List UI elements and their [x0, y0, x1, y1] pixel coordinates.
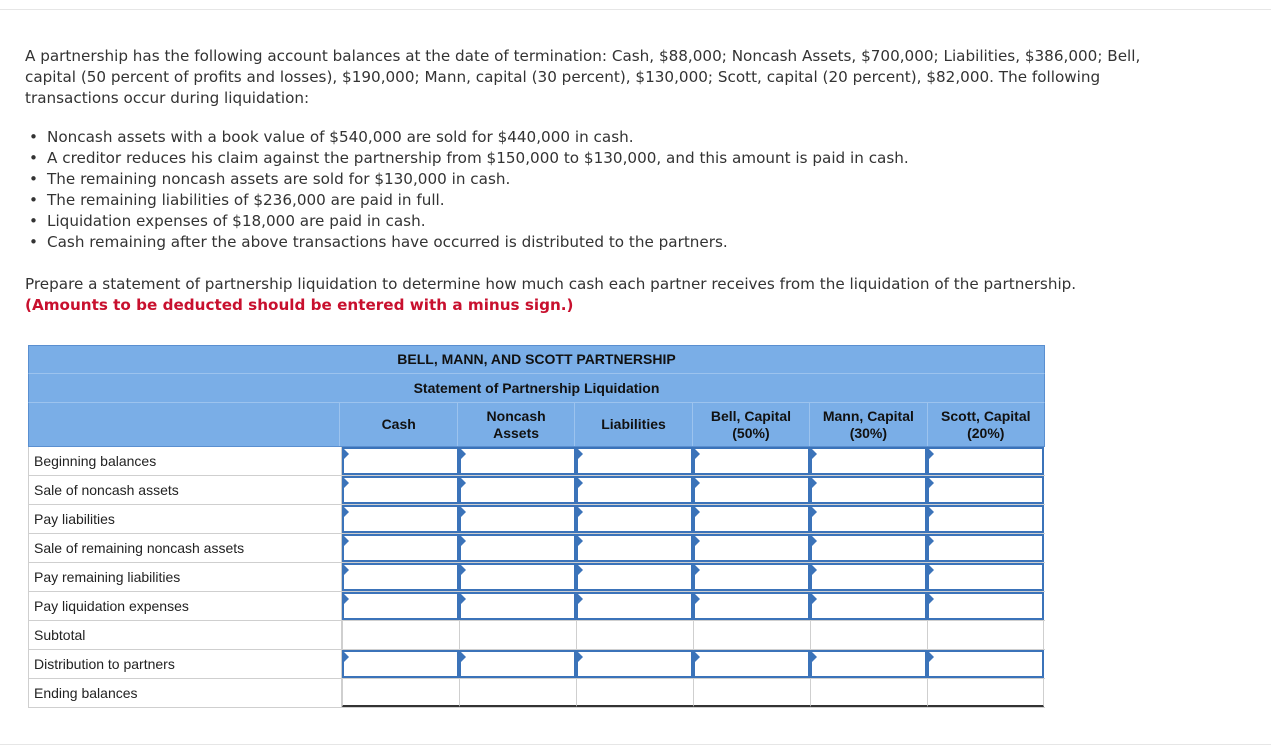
- row-label: Pay liabilities: [28, 505, 342, 533]
- liabilities-input[interactable]: [576, 534, 693, 562]
- cash-cell: [342, 476, 459, 504]
- liabilities-cell: [576, 447, 693, 475]
- column-header-scott: [927, 403, 1044, 446]
- mann-capital-input[interactable]: [810, 447, 927, 475]
- bottom-divider: [0, 744, 1271, 745]
- bell-capital-cell: [693, 592, 810, 620]
- input-marker-icon: [578, 652, 583, 662]
- mann-capital-input[interactable]: [810, 476, 927, 504]
- liabilities-cell: [576, 679, 693, 707]
- column-header-scott-line1: Scott, Capital: [941, 407, 1031, 424]
- table-row: [28, 534, 1045, 563]
- list-item: • The remaining noncash assets are sold for $130,000 in cash.: [25, 169, 909, 190]
- scott-capital-cell: [927, 505, 1044, 533]
- mann-capital-cell: [810, 650, 927, 678]
- input-marker-icon: [695, 565, 700, 575]
- input-marker-icon: [578, 507, 583, 517]
- bell-capital-input[interactable]: [693, 592, 810, 620]
- input-marker-icon: [461, 478, 466, 488]
- bell-capital-input[interactable]: [693, 447, 810, 475]
- input-marker-icon: [461, 536, 466, 546]
- scott-capital-input[interactable]: [927, 447, 1044, 475]
- row-label: Pay liquidation expenses: [28, 592, 342, 620]
- instruction: [25, 274, 1125, 316]
- input-marker-icon: [695, 536, 700, 546]
- mann-capital-cell: [810, 476, 927, 504]
- table-row: [28, 563, 1045, 592]
- list-item: • Liquidation expenses of $18,000 are paid in cash.: [25, 211, 909, 232]
- input-marker-icon: [929, 594, 934, 604]
- bell-capital-cell: [693, 621, 810, 649]
- liabilities-input[interactable]: [576, 650, 693, 678]
- input-marker-icon: [929, 478, 934, 488]
- table-subtitle-text: Statement of Partnership Liquidation: [413, 380, 660, 396]
- transaction-list: [25, 127, 909, 253]
- cash-cell: [342, 621, 459, 649]
- input-marker-icon: [695, 507, 700, 517]
- bell-capital-cell: [693, 476, 810, 504]
- column-header-blank: [29, 403, 339, 446]
- column-header-cash: Cash: [339, 403, 456, 446]
- scott-capital-cell: [927, 476, 1044, 504]
- scott-capital-cell: [927, 679, 1044, 707]
- liabilities-input[interactable]: [576, 505, 693, 533]
- input-marker-icon: [812, 652, 817, 662]
- input-marker-icon: [695, 594, 700, 604]
- list-item: • Cash remaining after the above transactions have occurred is distributed to the partners.: [25, 232, 909, 253]
- scott-capital-cell: [927, 563, 1044, 591]
- input-marker-icon: [578, 478, 583, 488]
- scott-capital-cell: [927, 447, 1044, 475]
- column-header-noncash: [457, 403, 574, 446]
- input-marker-icon: [344, 565, 349, 575]
- liabilities-cell: [576, 476, 693, 504]
- liabilities-cell: [576, 592, 693, 620]
- liabilities-cell: [576, 621, 693, 649]
- input-marker-icon: [578, 594, 583, 604]
- bell-capital-cell: [693, 505, 810, 533]
- noncash-assets-cell: [459, 621, 576, 649]
- instruction-text: Prepare a statement of partnership liquidation to determine how much cash each partner receives from the liquidation of the partnership.: [25, 275, 1077, 293]
- noncash-assets-input[interactable]: [459, 592, 576, 620]
- row-label: Sale of noncash assets: [28, 476, 342, 504]
- table-row: [28, 476, 1045, 505]
- table-body: [28, 447, 1045, 708]
- mann-capital-input[interactable]: [810, 505, 927, 533]
- mann-capital-input[interactable]: [810, 563, 927, 591]
- input-marker-icon: [812, 449, 817, 459]
- scott-capital-cell: [927, 650, 1044, 678]
- problem-intro: A partnership has the following account balances at the date of termination: Cash, $88,000; Noncash Assets, $700,000; Liabilities, $386,000; Bell, capital (50 percent of profits and losses), $190,000; Mann, capital (30 percent), $130,000; Scott, capital (20 percent), $82,000. The following transactions occur during liquidation:: [25, 47, 1141, 107]
- liabilities-input[interactable]: [576, 447, 693, 475]
- column-header-bell: [692, 403, 809, 446]
- column-header-mann: [809, 403, 926, 446]
- input-marker-icon: [344, 652, 349, 662]
- noncash-assets-cell: [459, 563, 576, 591]
- column-header-noncash-line2: Assets: [493, 424, 540, 441]
- scott-capital-input[interactable]: [927, 650, 1044, 678]
- noncash-assets-cell: [459, 534, 576, 562]
- input-marker-icon: [461, 507, 466, 517]
- input-marker-icon: [929, 536, 934, 546]
- scott-capital-cell: [927, 592, 1044, 620]
- bell-capital-input[interactable]: [693, 505, 810, 533]
- row-label: Ending balances: [28, 679, 342, 707]
- column-header-scott-line2: (20%): [967, 424, 1005, 441]
- table-title-text: BELL, MANN, AND SCOTT PARTNERSHIP: [397, 351, 676, 367]
- liabilities-input[interactable]: [576, 563, 693, 591]
- noncash-assets-input[interactable]: [459, 505, 576, 533]
- column-header-mann-line2: (30%): [849, 424, 888, 441]
- noncash-assets-cell: [459, 447, 576, 475]
- input-marker-icon: [812, 565, 817, 575]
- input-marker-icon: [929, 507, 934, 517]
- table-row: [28, 621, 1045, 650]
- input-marker-icon: [344, 594, 349, 604]
- cash-cell: [342, 592, 459, 620]
- cash-input[interactable]: [342, 505, 459, 533]
- noncash-assets-input[interactable]: [459, 650, 576, 678]
- bell-capital-cell: [693, 679, 810, 707]
- cash-cell: [342, 447, 459, 475]
- bell-capital-cell: [693, 447, 810, 475]
- cash-cell: [342, 534, 459, 562]
- bell-capital-cell: [693, 534, 810, 562]
- cash-input[interactable]: [342, 592, 459, 620]
- scott-capital-input[interactable]: [927, 592, 1044, 620]
- table-row: [28, 650, 1045, 679]
- mann-capital-cell: [810, 621, 927, 649]
- column-header-bell-line1: Bell, Capital: [710, 407, 792, 424]
- input-marker-icon: [812, 478, 817, 488]
- bell-capital-input[interactable]: [693, 476, 810, 504]
- row-label: Subtotal: [28, 621, 342, 649]
- mann-capital-cell: [810, 505, 927, 533]
- input-marker-icon: [929, 652, 934, 662]
- liabilities-input[interactable]: [576, 476, 693, 504]
- row-label: Distribution to partners: [28, 650, 342, 678]
- input-marker-icon: [578, 449, 583, 459]
- input-marker-icon: [578, 565, 583, 575]
- column-header-noncash-line1: Noncash: [486, 407, 546, 424]
- mann-capital-cell: [810, 534, 927, 562]
- input-marker-icon: [344, 449, 349, 459]
- bell-capital-cell: [693, 563, 810, 591]
- table-subtitle: [28, 373, 1045, 402]
- input-marker-icon: [461, 565, 466, 575]
- table-row: [28, 679, 1045, 708]
- liabilities-cell: [576, 534, 693, 562]
- list-item: • A creditor reduces his claim against the partnership from $150,000 to $130,000, and this amount is paid in cash.: [25, 148, 909, 169]
- cash-cell: [342, 650, 459, 678]
- input-marker-icon: [461, 652, 466, 662]
- cash-cell: [342, 679, 459, 707]
- cash-input[interactable]: [342, 476, 459, 504]
- scott-capital-input[interactable]: [927, 563, 1044, 591]
- column-header-row: [28, 402, 1045, 447]
- noncash-assets-input[interactable]: [459, 534, 576, 562]
- cash-input[interactable]: [342, 447, 459, 475]
- instruction-note: (Amounts to be deducted should be entered with a minus sign.): [25, 296, 574, 314]
- input-marker-icon: [929, 449, 934, 459]
- input-marker-icon: [812, 594, 817, 604]
- mann-capital-input[interactable]: [810, 534, 927, 562]
- cash-input[interactable]: [342, 534, 459, 562]
- noncash-assets-input[interactable]: [459, 447, 576, 475]
- input-marker-icon: [695, 449, 700, 459]
- input-marker-icon: [344, 507, 349, 517]
- noncash-assets-input[interactable]: [459, 563, 576, 591]
- mann-capital-input[interactable]: [810, 650, 927, 678]
- input-marker-icon: [461, 594, 466, 604]
- bell-capital-cell: [693, 650, 810, 678]
- table-row: [28, 447, 1045, 476]
- liquidation-table: [28, 345, 1045, 708]
- bell-capital-input[interactable]: [693, 563, 810, 591]
- top-divider: [0, 9, 1271, 10]
- liabilities-cell: [576, 505, 693, 533]
- liabilities-cell: [576, 650, 693, 678]
- input-marker-icon: [344, 536, 349, 546]
- noncash-assets-cell: [459, 476, 576, 504]
- noncash-assets-cell: [459, 679, 576, 707]
- list-item: • The remaining liabilities of $236,000 are paid in full.: [25, 190, 909, 211]
- mann-capital-cell: [810, 679, 927, 707]
- noncash-assets-cell: [459, 505, 576, 533]
- cash-input[interactable]: [342, 563, 459, 591]
- input-marker-icon: [812, 507, 817, 517]
- scott-capital-cell: [927, 534, 1044, 562]
- scott-capital-input[interactable]: [927, 505, 1044, 533]
- mann-capital-cell: [810, 563, 927, 591]
- noncash-assets-cell: [459, 592, 576, 620]
- cash-cell: [342, 563, 459, 591]
- column-header-mann-line1: Mann, Capital: [822, 407, 914, 424]
- cash-input[interactable]: [342, 650, 459, 678]
- input-marker-icon: [695, 652, 700, 662]
- cash-cell: [342, 505, 459, 533]
- column-header-bell-line2: (50%): [732, 424, 770, 441]
- liabilities-cell: [576, 563, 693, 591]
- liabilities-input[interactable]: [576, 592, 693, 620]
- table-row: [28, 505, 1045, 534]
- bell-capital-input[interactable]: [693, 534, 810, 562]
- input-marker-icon: [929, 565, 934, 575]
- row-label: Pay remaining liabilities: [28, 563, 342, 591]
- row-label: Beginning balances: [28, 447, 342, 475]
- input-marker-icon: [695, 478, 700, 488]
- scott-capital-input[interactable]: [927, 534, 1044, 562]
- column-header-liabilities: Liabilities: [574, 403, 691, 446]
- mann-capital-cell: [810, 447, 927, 475]
- bell-capital-input[interactable]: [693, 650, 810, 678]
- table-title: [28, 345, 1045, 373]
- row-label: Sale of remaining noncash assets: [28, 534, 342, 562]
- mann-capital-input[interactable]: [810, 592, 927, 620]
- input-marker-icon: [812, 536, 817, 546]
- noncash-assets-input[interactable]: [459, 476, 576, 504]
- table-row: [28, 592, 1045, 621]
- input-marker-icon: [344, 478, 349, 488]
- input-marker-icon: [461, 449, 466, 459]
- scott-capital-input[interactable]: [927, 476, 1044, 504]
- list-item: • Noncash assets with a book value of $540,000 are sold for $440,000 in cash.: [25, 127, 909, 148]
- noncash-assets-cell: [459, 650, 576, 678]
- input-marker-icon: [578, 536, 583, 546]
- scott-capital-cell: [927, 621, 1044, 649]
- mann-capital-cell: [810, 592, 927, 620]
